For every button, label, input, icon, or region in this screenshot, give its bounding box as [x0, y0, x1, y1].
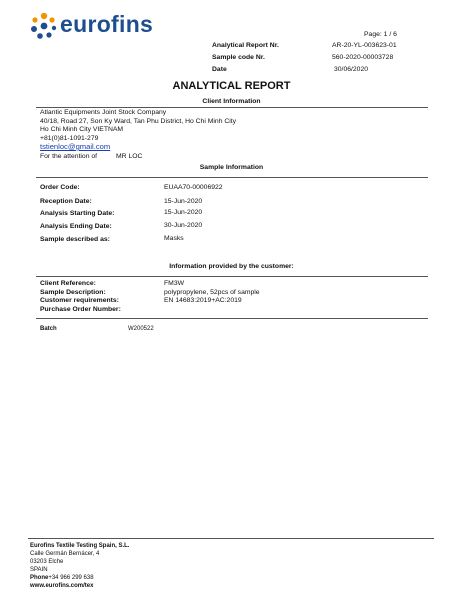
- client-phone: +81(0)81-1091-279: [40, 134, 99, 142]
- logo-dots-icon: [30, 12, 58, 40]
- footer-phone-label: Phone: [30, 575, 49, 581]
- order-code-value: EUAA70-00006922: [164, 184, 223, 191]
- analysis-end-label: Analysis Ending Date:: [40, 223, 112, 230]
- footer-phone: [30, 575, 94, 581]
- customer-requirements-value: EN 14683:2019+AC:2019: [164, 297, 242, 304]
- customer-info-heading: Information provided by the customer:: [169, 263, 294, 270]
- analysis-start-label: Analysis Starting Date:: [40, 210, 115, 217]
- client-reference-value: FM3W: [164, 280, 185, 287]
- purchase-order-label: Purchase Order Number:: [40, 305, 121, 313]
- footer-phone-value: +34 966 299 638: [48, 575, 94, 581]
- report-date-label: Date: [212, 66, 227, 73]
- divider: [36, 318, 428, 319]
- divider: [36, 177, 428, 178]
- client-reference-label: Client Reference:: [40, 280, 96, 287]
- sample-code-label: Sample code Nr.: [212, 54, 265, 61]
- footer-postal: 03203 Elche: [30, 559, 64, 565]
- sample-desc-label: Sample Description:: [40, 288, 106, 296]
- report-number-value: AR-20-YL-003623-01: [332, 42, 397, 49]
- client-city: Ho Chi Minh City VIETNAM: [40, 126, 124, 133]
- client-info-heading: Client Information: [202, 98, 261, 105]
- reception-date-value: 15-Jun-2020: [164, 198, 203, 205]
- client-address: 40/18, Road 27, Son Ky Ward, Tan Phu District, Ho Chi Minh City: [40, 117, 237, 125]
- report-date-value: 30/06/2020: [334, 66, 369, 73]
- sample-info-heading: Sample Information: [199, 164, 264, 171]
- sample-description-label: Sample described as:: [40, 236, 110, 243]
- footer-country: SPAIN: [30, 567, 48, 573]
- customer-requirements-label: Customer requirements:: [40, 297, 119, 304]
- sample-code-value: 560-2020-00003728: [332, 54, 394, 61]
- sample-desc-value: polypropylene, 52pcs of sample: [164, 288, 260, 296]
- attention-value: MR LOC: [116, 153, 143, 160]
- footer-company: Eurofins Textile Testing Spain, S.L.: [30, 543, 130, 549]
- reception-date-label: Reception Date:: [40, 198, 92, 205]
- page-number: Page: 1 / 6: [364, 31, 397, 38]
- divider: [36, 276, 428, 277]
- sample-description-value: Masks: [164, 235, 184, 242]
- client-name: Atlantic Equipments Joint Stock Company: [40, 109, 167, 116]
- client-email-link[interactable]: tstienloc@gmail.com: [40, 142, 111, 151]
- logo-wordmark: eurofins: [60, 11, 154, 37]
- order-code-label: Order Code:: [40, 184, 80, 191]
- report-number-label: Analytical Report Nr.: [212, 42, 279, 49]
- analysis-end-value: 30-Jun-2020: [164, 222, 203, 229]
- divider: [36, 107, 428, 108]
- analysis-start-value: 15-Jun-2020: [164, 209, 203, 216]
- footer-website-link[interactable]: www.eurofins.com/tex: [30, 583, 94, 589]
- page-title: ANALYTICAL REPORT: [172, 80, 291, 92]
- footer-street: Calle Germán Bernácer, 4: [30, 551, 100, 557]
- footer-divider: [28, 538, 434, 539]
- attention-label: For the attention of: [40, 153, 98, 160]
- batch-value: W200522: [128, 326, 154, 332]
- batch-label: Batch: [40, 326, 57, 332]
